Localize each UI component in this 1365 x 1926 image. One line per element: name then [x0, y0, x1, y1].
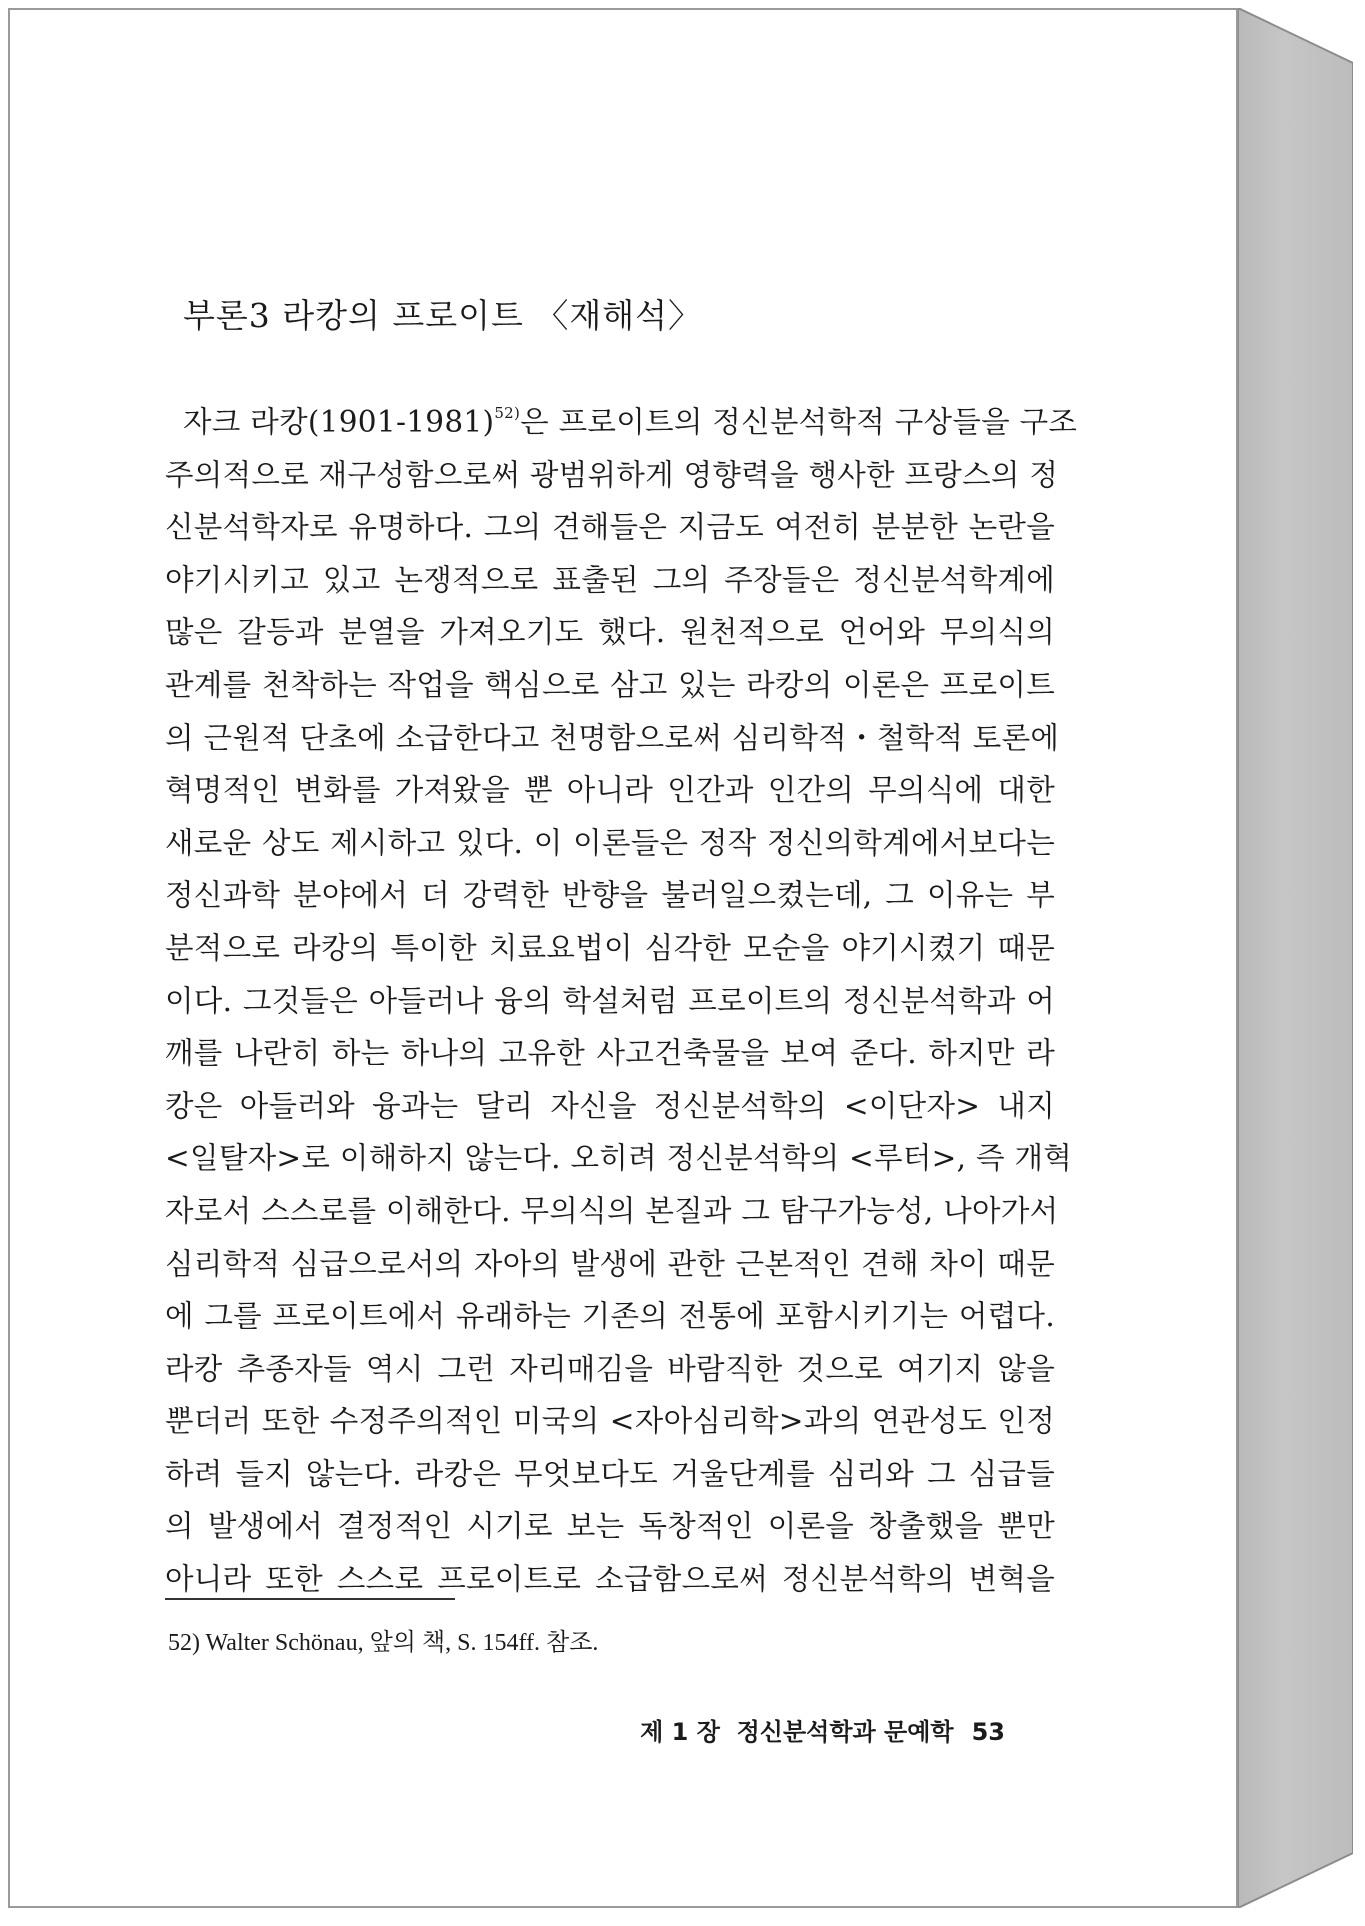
body-line: 많은 갈등과 분열을 가져오기도 했다. 원천적으로 언어와 무의식의 — [165, 615, 1055, 650]
footnote-reference[interactable]: 52) — [494, 404, 521, 422]
body-line: 깨를 나란히 하는 하나의 고유한 사고건축물을 보여 준다. 하지만 라 — [165, 1036, 1055, 1071]
body-line: 정신과학 분야에서 더 강력한 반향을 불러일으켰는데, 그 이유는 부 — [165, 878, 1055, 913]
body-line: 의 발생에서 결정적인 시기로 보는 독창적인 이론을 창출했을 뿐만 — [165, 1509, 1055, 1544]
body-line: 의 근원적 단초에 소급한다고 천명함으로써 심리학적・철학적 토론에 — [165, 720, 1060, 755]
body-line: <일탈자>로 이해하지 않는다. 오히려 정신분석학의 <루터>, 즉 개혁 — [165, 1141, 1073, 1176]
body-line: 새로운 상도 제시하고 있다. 이 이론들은 정작 정신의학계에서보다는 — [165, 825, 1055, 860]
body-line: 심리학적 심급으로서의 자아의 발생에 관한 근본적인 견해 차이 때문 — [165, 1246, 1055, 1281]
body-line: 주의적으로 재구성함으로써 광범위하게 영향력을 행사한 프랑스의 정 — [165, 457, 1059, 492]
body-line — [165, 387, 1078, 449]
body-line: 자로서 스스로를 이해한다. 무의식의 본질과 그 탐구가능성, 나아가서 — [165, 1193, 1059, 1228]
body-line: 혁명적인 변화를 가져왔을 뿐 아니라 인간과 인간의 무의식에 대한 — [165, 773, 1055, 808]
body-line: 신분석학자로 유명하다. 그의 견해들은 지금도 여전히 분분한 논란을 — [165, 510, 1055, 545]
page-number: 53 — [971, 1718, 1005, 1746]
body-line: 분적으로 라캉의 특이한 치료요법이 심각한 모순을 야기시켰기 때문 — [165, 930, 1055, 965]
footnote: 52) Walter Schönau, 앞의 책, S. 154ff. 참조. — [168, 1630, 599, 1656]
footnote-divider — [165, 1598, 455, 1600]
appendix-title: 부론3 라캉의 프로이트 〈재해석〉 — [183, 296, 703, 335]
body-line: 야기시키고 있고 논쟁적으로 표출된 그의 주장들은 정신분석학계에 — [165, 562, 1055, 597]
body-line: 뿐더러 또한 수정주의적인 미국의 <자아심리학>과의 연관성도 인정 — [165, 1404, 1055, 1439]
book-side-edge — [1238, 8, 1353, 1908]
body-text-segment: 자크 라캉(1901-1981) — [183, 405, 495, 439]
body-line: 라캉 추종자들 역시 그런 자리매김을 바람직한 것으로 여기지 않을 — [165, 1351, 1055, 1386]
body-line: 관계를 천착하는 작업을 핵심으로 삼고 있는 라캉의 이론은 프로이트 — [165, 667, 1055, 702]
body-line: 하려 들지 않는다. 라캉은 무엇보다도 거울단계를 심리와 그 심급들 — [165, 1456, 1055, 1491]
body-line: 캉은 아들러와 융과는 달리 자신을 정신분석학의 <이단자> 내지 — [165, 1088, 1055, 1123]
body-line: 에 그를 프로이트에서 유래하는 기존의 전통에 포함시키기는 어렵다. — [165, 1299, 1055, 1334]
body-text-segment: 은 프로이트의 정신분석학적 구상들을 구조 — [520, 405, 1078, 439]
running-footer — [640, 1712, 1005, 1747]
body-line: 아니라 또한 스스로 프로이트로 소급함으로써 정신분석학의 변혁을 — [165, 1562, 1055, 1597]
body-paragraph — [165, 387, 1078, 1606]
page-content — [165, 290, 1078, 1606]
chapter-title: 제 1 장 정신분석학과 문예학 — [640, 1718, 954, 1746]
body-line: 이다. 그것들은 아들러나 융의 학설처럼 프로이트의 정신분석학과 어 — [165, 983, 1055, 1018]
